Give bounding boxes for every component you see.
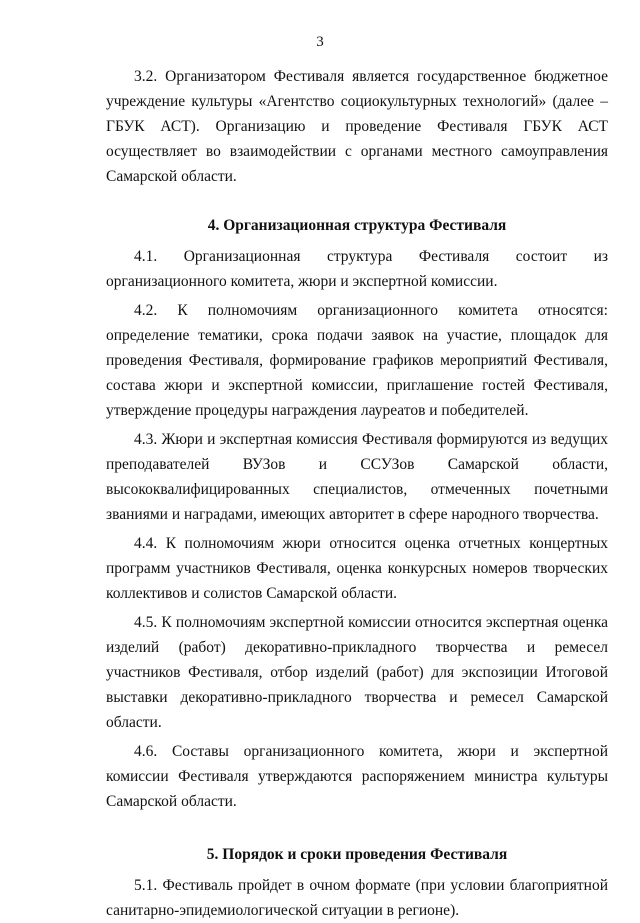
paragraph-4-1: 4.1. Организационная структура Фестиваля состоит из организационного комитета, жюри и экспертной комиссии. (106, 248, 608, 290)
paragraph-4-6: 4.6. Составы организационного комитета, жюри и экспертной комиссии Фестиваля утверждаются распоряжением министра культуры Самарской области. (106, 743, 608, 810)
section-5-heading: 5. Порядок и сроки проведения Фестиваля (206, 846, 508, 863)
page-number: 3 (316, 34, 324, 50)
paragraph-4-3: 4.3. Жюри и экспертная комиссия Фестиваля формируются из ведущих преподавателей ВУЗов и ССУЗов Самарской области, высококвалифицированных специалистов, отмеченных почетными званиями и наградами, имеющих авторитет в сфере народного творчества. (106, 431, 608, 523)
paragraph-4-5: 4.5. К полномочиям экспертной комиссии относится экспертная оценка изделий (работ) декоративно-прикладного творчества и ремесел участников Фестиваля, отбор изделий (работ) для экспозиции Итоговой выставки декоративно-прикладного творчества и ремесел Самарской области. (106, 614, 608, 731)
paragraph-4-2: 4.2. К полномочиям организационного комитета относятся: определение тематики, срока подачи заявок на участие, площадок для проведения Фестиваля, формирование графиков мероприятий Фестиваля, состава жюри и экспертной комиссии, приглашение гостей Фестиваля, утверждение процедуры награждения лауреатов и победителей. (106, 302, 608, 419)
section-4-heading: 4. Организационная структура Фестиваля (207, 217, 507, 234)
paragraph-4-4: 4.4. К полномочиям жюри относится оценка отчетных концертных программ участников Фестиваля, оценка конкурсных номеров творческих коллективов и солистов Самарской области. (106, 535, 608, 602)
paragraph-5-1: 5.1. Фестиваль пройдет в очном формате (при условии благоприятной санитарно-эпидемиологической ситуации в регионе). (106, 877, 608, 919)
paragraph-3-2: 3.2. Организатором Фестиваля является государственное бюджетное учреждение культуры «Агентство социокультурных технологий» (далее – ГБУК АСТ). Организацию и проведение Фестиваля ГБУК АСТ осуществляет во взаимодействии с органами местного самоуправления Самарской области. (106, 68, 608, 185)
document-body (106, 64, 608, 923)
